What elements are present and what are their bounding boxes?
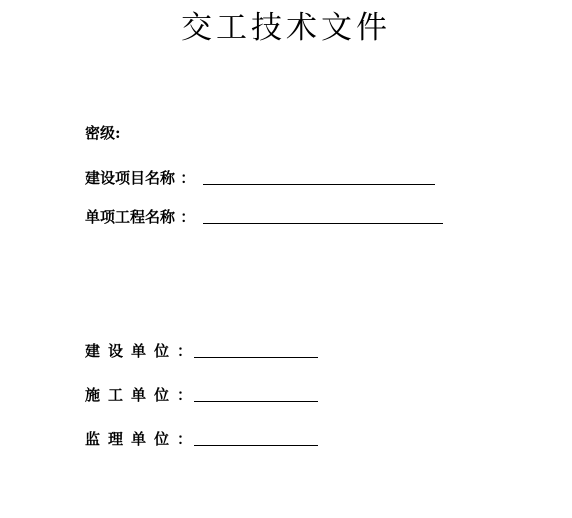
supervision-unit-label: 监理单位： [85, 430, 201, 448]
contractor-unit-label: 施工单位： [85, 386, 201, 404]
construction-unit-blank-line [194, 357, 318, 358]
supervision-unit-blank-line [194, 445, 318, 446]
document-title: 交工技术文件 [181, 10, 391, 46]
project-name-label: 建设项目名称 ： [85, 169, 196, 187]
construction-unit-label: 建设单位： [85, 342, 201, 360]
project-name-blank-line [203, 184, 435, 185]
sub-project-name-blank-line [203, 223, 443, 224]
secrecy-level-label: 密级: [85, 124, 121, 142]
sub-project-name-label: 单项工程名称 ： [85, 208, 196, 226]
contractor-unit-blank-line [194, 401, 318, 402]
